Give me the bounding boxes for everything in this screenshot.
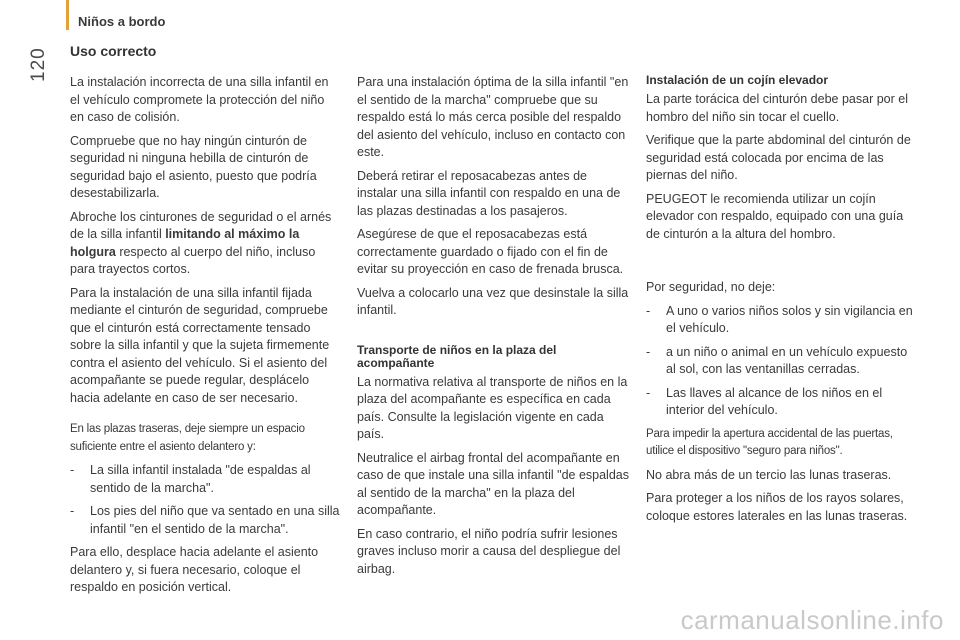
list-item: - La silla infantil instalada "de espaldas al sentido de la marcha". (70, 462, 340, 497)
watermark-text: carmanualsonline.info (680, 605, 944, 635)
spacer (70, 413, 340, 421)
page-number-text: 120 (28, 47, 49, 82)
list-item: - a un niño o animal en un vehículo expuesto al sol, con las ventanillas cerradas. (646, 344, 918, 379)
paragraph: Asegúrese de que el reposacabezas está correctamente guardado o fijado con el fin de evitar su proyección en caso de frenada brusca. (357, 227, 624, 276)
spacer (646, 249, 918, 279)
paragraph: Para la instalación de una silla infantil fijada mediante el cinturón de seguridad, compruebe que el cinturón está correctamente tensado sobre la silla infantil y que la sujeta firmemente contra el asiento del vehículo. Si el asiento del acompañante se puede regular, desplácelo hacia adelante en caso de ser necesario. (70, 285, 330, 405)
section-accent-bar (66, 0, 69, 30)
paragraph: En caso contrario, el niño podría sufrir lesiones graves incluso morir a causa del despliegue del airbag. (357, 526, 621, 576)
paragraph: Neutralice el airbag frontal del acompañante en caso de que instale una silla infantil "de espaldas al sentido de la marcha" en la plaza del acompañante. (357, 450, 629, 517)
list-item: - Las llaves al alcance de los niños en el interior del vehículo. (646, 385, 918, 420)
paragraph: La parte torácica del cinturón debe pasar por el hombro del niño sin tocar el cuello. (646, 92, 908, 124)
paragraph: Para ello, desplace hacia adelante el asiento delantero y, si fuera necesario, coloque el respaldo en posición vertical. (70, 545, 319, 594)
paragraph: Compruebe que no hay ningún cinturón de seguridad ni ninguna hebilla de cinturón de seguridad bajo el asiento, puesto que podría desestabilizarla. (70, 133, 317, 200)
text-run: Abroche los cinturones de seguridad o el arnés de la silla infantil (70, 209, 332, 241)
paragraph: Para impedir la apertura accidental de las puertas, utilice el dispositivo "seguro para niños". (646, 427, 893, 457)
column-1 (70, 74, 340, 603)
paragraph: La instalación incorrecta de una silla infantil en el vehículo compromete la protección del niño en caso de colisión. (70, 75, 329, 124)
list-item: - A uno o varios niños solos y sin vigilancia en el vehículo. (646, 303, 918, 338)
section-heading: Transporte de niños en la plaza del acompañante (357, 342, 557, 370)
bullet-list (646, 303, 918, 420)
text-run: respecto al cuerpo del niño, incluso para trayectos cortos. (70, 244, 316, 276)
column-3 (646, 74, 918, 531)
paragraph: Por seguridad, no deje: (646, 280, 776, 294)
paragraph: PEUGEOT le recomienda utilizar un cojín elevador con respaldo, equipado con una guía de cinturón a la altura del hombro. (646, 191, 904, 241)
paragraph: Para proteger a los niños de los rayos solares, coloque estores laterales en las lunas traseras. (646, 491, 908, 523)
paragraph: Vuelva a colocarlo una vez que desinstale la silla infantil. (357, 285, 629, 317)
section-heading: Instalación de un cojín elevador (646, 73, 829, 87)
spacer (357, 326, 629, 344)
page-number (10, 0, 49, 82)
section-header: Niños a bordo (78, 14, 166, 29)
page-title: Uso correcto (70, 43, 157, 59)
paragraph: En las plazas traseras, deje siempre un espacio suficiente entre el asiento delantero y: (70, 423, 305, 453)
column-2 (357, 74, 629, 584)
paragraph: No abra más de un tercio las lunas traseras. (646, 467, 892, 482)
emphasis-text: limitando al máximo la holgura (70, 227, 300, 259)
paragraph: Deberá retirar el reposacabezas antes de instalar una silla infantil con respaldo en una de las plazas destinadas a los pasajeros. (357, 168, 621, 218)
paragraph: La normativa relativa al transporte de niños en la plaza del acompañante es específica en cada país. Consulte la legislación vigente en cada país. (357, 374, 628, 441)
paragraph: Verifique que la parte abdominal del cinturón de seguridad está colocada por encima de las piernas del niño. (646, 133, 911, 182)
paragraph: Para una instalación óptima de la silla infantil "en el sentido de la marcha" compruebe que su respaldo está lo más cerca posible del respaldo del asiento del vehículo, incluso en contacto con este. (357, 75, 629, 159)
bullet-list (70, 462, 340, 538)
paragraph (70, 209, 340, 279)
list-item: - Los pies del niño que va sentado en una silla infantil "en el sentido de la marcha". (70, 503, 340, 538)
